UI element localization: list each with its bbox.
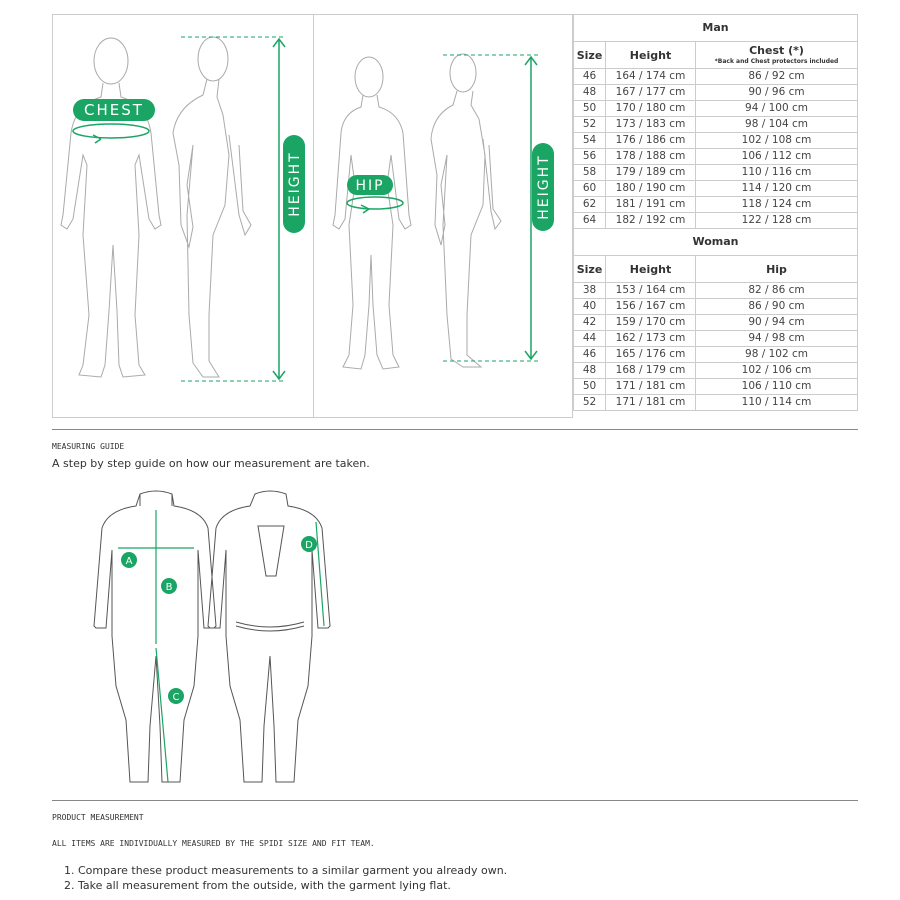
man-measure-cell: 102 / 108 cm [696, 133, 858, 149]
man-size-cell: 54 [574, 133, 606, 149]
size-figures-panel [52, 14, 573, 418]
woman-size-cell: 46 [574, 347, 606, 363]
woman-hip-label: HIP [355, 178, 385, 194]
woman-size-cell: 48 [574, 363, 606, 379]
man-height-cell: 182 / 192 cm [606, 213, 696, 229]
section-divider-2 [52, 800, 858, 801]
man-chest-measure [73, 99, 155, 143]
fit-team-notice: ALL ITEMS ARE INDIVIDUALLY MEASURED BY THE SPIDI SIZE AND FIT TEAM. [52, 839, 375, 848]
man-row [574, 213, 858, 229]
man-row [574, 117, 858, 133]
woman-side-figure [431, 54, 501, 367]
woman-height-cell: 162 / 173 cm [606, 331, 696, 347]
man-height-cell: 167 / 177 cm [606, 85, 696, 101]
chest-header-label: Chest (*) [749, 44, 804, 57]
product-measurement-heading: PRODUCT MEASUREMENT [52, 813, 144, 822]
suit-back-outline [208, 491, 330, 782]
man-measure-cell: 114 / 120 cm [696, 181, 858, 197]
woman-front-figure [333, 57, 411, 369]
woman-row [574, 395, 858, 411]
man-height-cell: 179 / 189 cm [606, 165, 696, 181]
body-figures-illustration [53, 15, 574, 419]
man-size-cell: 62 [574, 197, 606, 213]
woman-row [574, 331, 858, 347]
man-height-cell: 164 / 174 cm [606, 69, 696, 85]
woman-size-cell: 40 [574, 299, 606, 315]
woman-height-cell: 165 / 176 cm [606, 347, 696, 363]
marker-b-label: B [165, 582, 173, 593]
woman-row [574, 315, 858, 331]
woman-height-cell: 153 / 164 cm [606, 283, 696, 299]
woman-row [574, 299, 858, 315]
man-row [574, 197, 858, 213]
woman-height-cell: 171 / 181 cm [606, 379, 696, 395]
woman-row [574, 379, 858, 395]
man-height-header: Height [606, 42, 696, 69]
woman-measure-cell: 98 / 102 cm [696, 347, 858, 363]
woman-height-cell: 171 / 181 cm [606, 395, 696, 411]
woman-measure-cell: 106 / 110 cm [696, 379, 858, 395]
man-height-cell: 178 / 188 cm [606, 149, 696, 165]
chest-footnote: *Back and Chest protectors included [714, 58, 839, 65]
woman-row [574, 363, 858, 379]
marker-a-label: A [125, 556, 133, 567]
man-measure-cell: 98 / 104 cm [696, 117, 858, 133]
man-height-cell: 170 / 180 cm [606, 101, 696, 117]
man-row [574, 69, 858, 85]
step-item: 1. Compare these product measurements to a similar garment you already own. [78, 863, 507, 878]
man-chest-label: CHEST [84, 101, 144, 119]
woman-size-cell: 52 [574, 395, 606, 411]
woman-table-body [574, 283, 858, 411]
woman-size-cell: 50 [574, 379, 606, 395]
measurement-steps-list [52, 863, 507, 893]
woman-measure-cell: 86 / 90 cm [696, 299, 858, 315]
man-measure-cell: 90 / 96 cm [696, 85, 858, 101]
woman-height-cell: 159 / 170 cm [606, 315, 696, 331]
man-size-header: Size [574, 42, 606, 69]
man-size-cell: 52 [574, 117, 606, 133]
suit-measure-illustration [90, 486, 340, 790]
man-size-cell: 48 [574, 85, 606, 101]
man-side-figure [173, 37, 251, 377]
man-row [574, 133, 858, 149]
man-table-title: Man [574, 15, 858, 42]
woman-height-header: Height [606, 256, 696, 283]
man-height-cell: 181 / 191 cm [606, 197, 696, 213]
woman-row [574, 347, 858, 363]
woman-height-cell: 156 / 167 cm [606, 299, 696, 315]
man-chest-header [696, 42, 858, 69]
size-chart-table [573, 14, 858, 411]
woman-size-header: Size [574, 256, 606, 283]
woman-height-measure [443, 55, 554, 361]
man-height-cell: 176 / 186 cm [606, 133, 696, 149]
man-measure-cell: 86 / 92 cm [696, 69, 858, 85]
woman-hip-header: Hip [696, 256, 858, 283]
man-measure-cell: 106 / 112 cm [696, 149, 858, 165]
man-height-cell: 180 / 190 cm [606, 181, 696, 197]
woman-height-label: HEIGHT [536, 154, 552, 220]
woman-measure-cell: 82 / 86 cm [696, 283, 858, 299]
man-size-cell: 46 [574, 69, 606, 85]
man-row [574, 101, 858, 117]
woman-size-cell: 42 [574, 315, 606, 331]
marker-c-label: C [172, 692, 180, 703]
suit-front-outline [94, 491, 216, 782]
measuring-guide-heading: MEASURING GUIDE [52, 442, 125, 451]
woman-height-cell: 168 / 179 cm [606, 363, 696, 379]
man-size-cell: 64 [574, 213, 606, 229]
man-height-label: HEIGHT [287, 151, 303, 217]
man-row [574, 181, 858, 197]
measuring-guide-subtitle: A step by step guide on how our measurement are taken. [52, 457, 370, 470]
man-measure-cell: 118 / 124 cm [696, 197, 858, 213]
section-divider [52, 429, 858, 430]
man-front-figure [61, 38, 161, 377]
man-size-cell: 60 [574, 181, 606, 197]
woman-measure-cell: 94 / 98 cm [696, 331, 858, 347]
man-measure-cell: 122 / 128 cm [696, 213, 858, 229]
man-measure-cell: 94 / 100 cm [696, 101, 858, 117]
man-row [574, 85, 858, 101]
woman-measure-cell: 90 / 94 cm [696, 315, 858, 331]
step-item: 2. Take all measurement from the outside, with the garment lying flat. [78, 878, 507, 893]
woman-size-cell: 38 [574, 283, 606, 299]
man-measure-cell: 110 / 116 cm [696, 165, 858, 181]
marker-d-label: D [305, 540, 313, 551]
man-size-cell: 58 [574, 165, 606, 181]
man-size-cell: 56 [574, 149, 606, 165]
man-size-cell: 50 [574, 101, 606, 117]
woman-size-cell: 44 [574, 331, 606, 347]
man-row [574, 149, 858, 165]
woman-table-title: Woman [574, 229, 858, 256]
man-height-cell: 173 / 183 cm [606, 117, 696, 133]
woman-measure-cell: 110 / 114 cm [696, 395, 858, 411]
woman-measure-cell: 102 / 106 cm [696, 363, 858, 379]
man-row [574, 165, 858, 181]
man-table-body [574, 69, 858, 229]
woman-row [574, 283, 858, 299]
